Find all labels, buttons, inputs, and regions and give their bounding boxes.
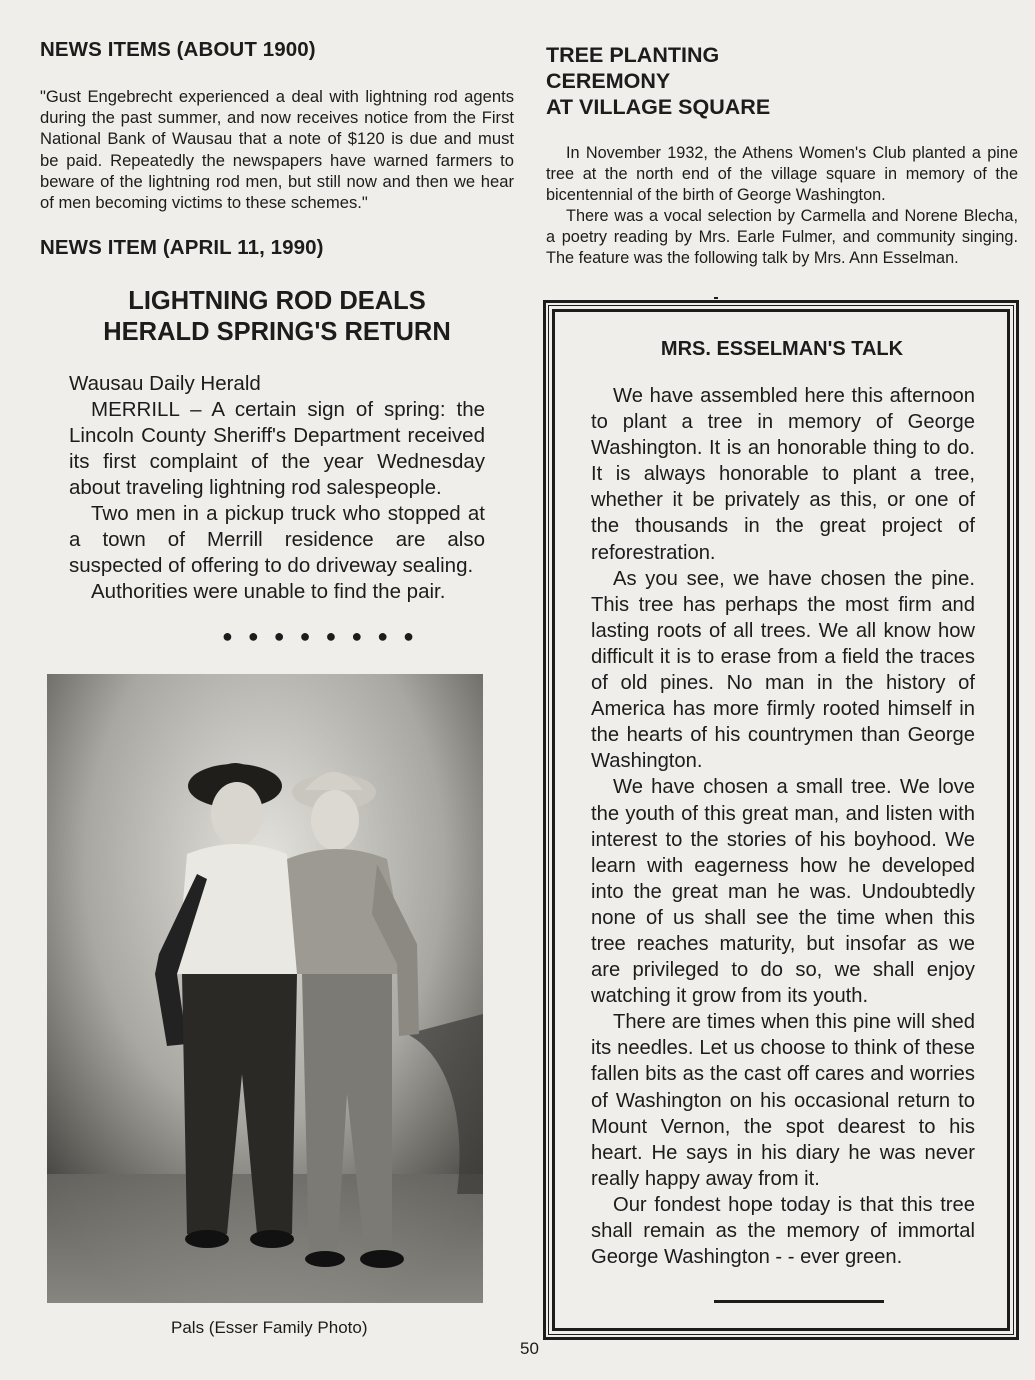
intro-paragraph-1: In November 1932, the Athens Women's Club planted a pine tree at the north end of the village square in memory of the bicentennial of the birth of George Washington. <box>546 144 1018 204</box>
headline-line-1: LIGHTNING ROD DEALS <box>128 287 426 315</box>
dot-separator: ● ● ● ● ● ● ● ● <box>222 626 419 646</box>
talk-paragraph-4: There are times when this pine will shed its needles. Let us choose to think of these fallen bits as the cast off cares and worries of Washington on his occasional return to Mount Vernon, the spot dearest to his heart. He says in his diary he was never really happy away from it. <box>591 1011 975 1190</box>
article-paragraph-1: MERRILL – A certain sign of spring: the Lincoln County Sheriff's Department received its first complaint of the year Wednesday about traveling lightning rod salespeople. <box>69 398 485 499</box>
news-item-1990-heading: NEWS ITEM (APRIL 11, 1990) <box>40 236 324 259</box>
photo-illustration <box>47 674 483 1303</box>
top-tick-mark <box>714 297 718 299</box>
article-paragraph-3: Authorities were unable to find the pair. <box>91 580 446 603</box>
article-body <box>69 371 485 605</box>
talk-paragraph-2: As you see, we have chosen the pine. This tree has perhaps the most firm and lasting roots of all trees. We all know how difficult it is to erase from a field the traces of old pines. No man in the history of America has more firmly rooted himself in the hearts of his countrymen than George Washington. <box>591 567 975 773</box>
article-source: Wausau Daily Herald <box>69 372 261 395</box>
article-paragraph-2: Two men in a pickup truck who stopped at a town of Merrill residence are also suspected of offering to do driveway sealing. <box>69 502 485 577</box>
talk-body <box>591 383 975 1270</box>
talk-title: MRS. ESSELMAN'S TALK <box>660 338 904 360</box>
page-number: 50 <box>520 1339 539 1358</box>
talk-closing-rule <box>714 1300 884 1303</box>
tree-title-line-1: TREE PLANTING <box>546 43 720 67</box>
tree-title-line-3: AT VILLAGE SQUARE <box>546 95 771 119</box>
news-items-1900-paragraph: "Gust Engebrecht experienced a deal with lightning rod agents during the past summer, and now receives notice from the First National Bank of Wausau that a note of $120 is due and must be paid. Repeatedly the newspapers have warned farmers to beware of the lightning rod men, but still now and then we hear of men becoming victims to these schemes." <box>40 87 514 213</box>
talk-paragraph-5: Our fondest hope today is that this tree shall remain as the memory of immortal George Washington - - ever green. <box>591 1193 975 1269</box>
intro-paragraph-2: There was a vocal selection by Carmella and Norene Blecha, a poetry reading by Mrs. Earle Fulmer, and community singing. The feature was the following talk by Mrs. Ann Esselman. <box>546 207 1018 267</box>
photo-caption: Pals (Esser Family Photo) <box>171 1318 368 1337</box>
talk-paragraph-3: We have chosen a small tree. We love the youth of this great man, and listen with interest to the stories of his boyhood. We learn with eagerness how he developed into the great man he was. Undoubtedly none of us shall see the time when this tree reaches maturity, but insofar as we are privileged to do so, we shall enjoy watching it grow from its youth. <box>591 776 975 1008</box>
pals-photograph <box>47 674 483 1303</box>
news-items-1900-text <box>40 86 514 213</box>
tree-planting-title <box>546 42 770 120</box>
tree-planting-intro <box>546 143 1018 269</box>
news-items-1900-heading: NEWS ITEMS (ABOUT 1900) <box>40 38 316 61</box>
headline-line-2: HERALD SPRING'S RETURN <box>103 318 451 346</box>
tree-title-line-2: CEREMONY <box>546 69 671 93</box>
talk-paragraph-1: We have assembled here this afternoon to plant a tree in memory of George Washington. It is an honorable thing to do. It is always honorable to plant a tree, whether it be privately as this, or one of the thousands in the great project of reforestration. <box>591 385 975 564</box>
article-headline <box>40 286 514 348</box>
